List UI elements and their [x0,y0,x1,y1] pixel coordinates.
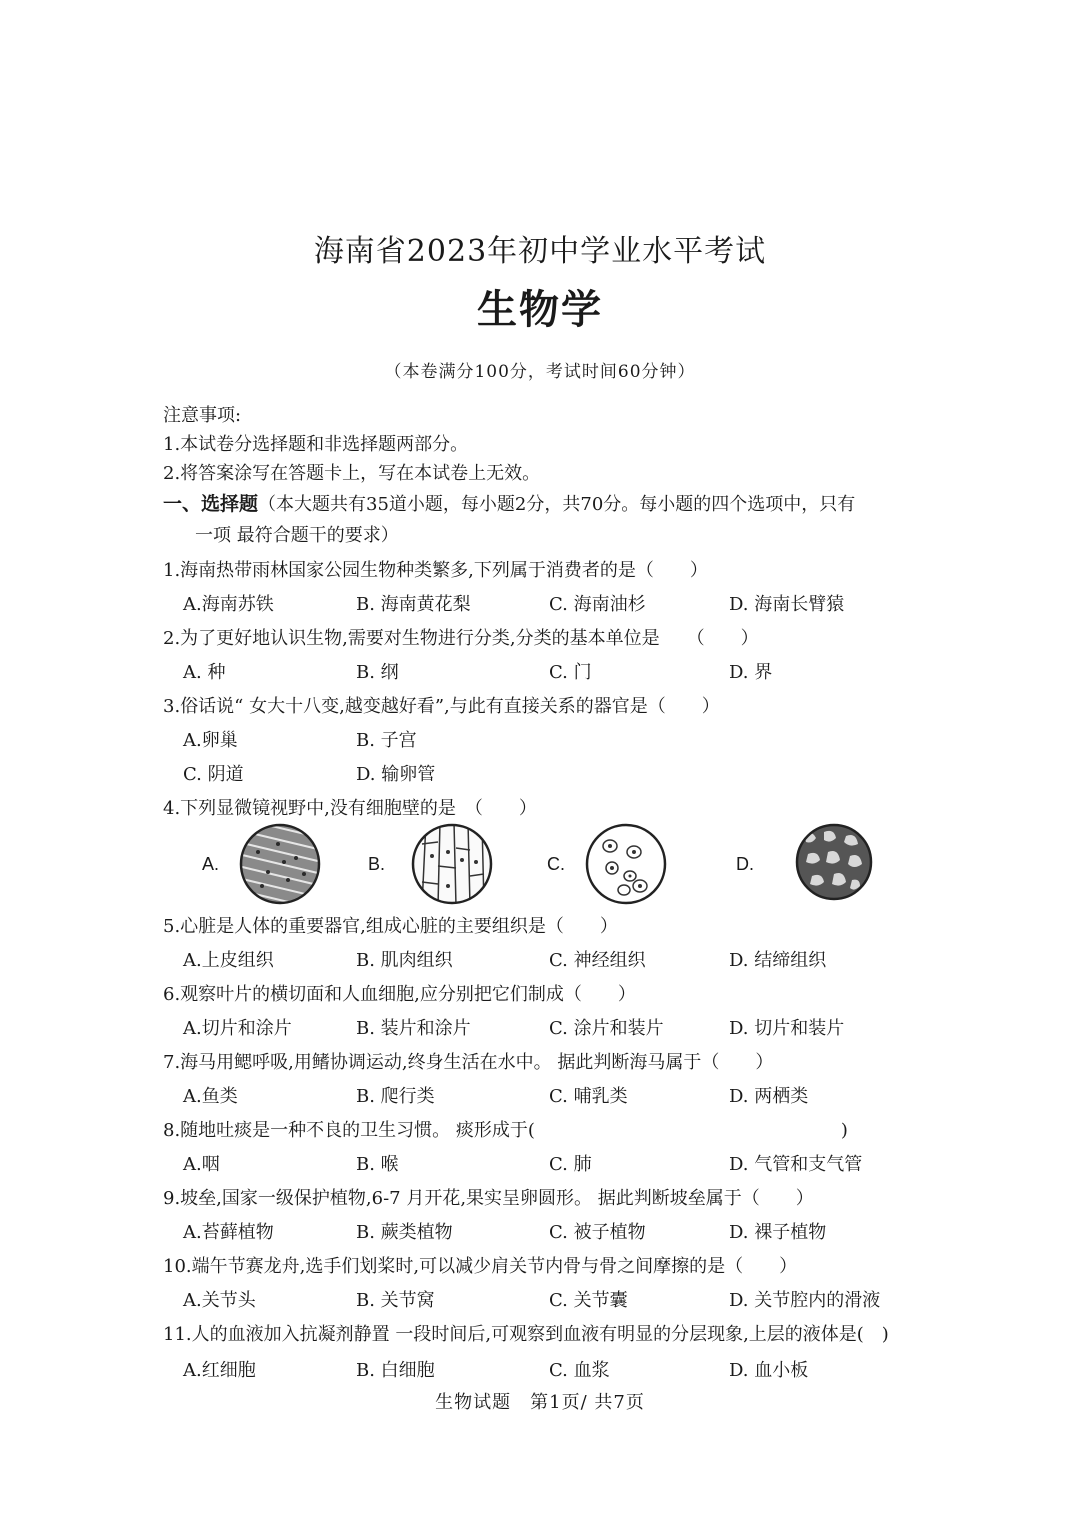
option-c: C. 阴道 [183,764,244,785]
option-c: C. 涂片和装片 [549,1018,664,1039]
microscope-view-c-blood-cells-icon [584,822,668,906]
option-d: D. 界 [729,662,773,683]
option-b: B. 装片和涂片 [356,1018,471,1039]
option-b: B. 喉 [356,1154,399,1175]
option-d: D. 血小板 [729,1360,809,1381]
option-c: C. 神经组织 [549,950,646,971]
question-8: 8.随地吐痰是一种不良的卫生习惯。 痰形成于( ) [163,1120,848,1141]
option-c: C. 关节囊 [549,1290,628,1311]
options-q8 [0,1150,1080,1176]
question-7: 7.海马用鳃呼吸,用鳍协调运动,终身生活在水中。 据此判断海马属于（ ） [163,1052,774,1073]
option-a-label: A. [202,854,220,874]
option-a: A.苔藓植物 [183,1222,274,1243]
option-a: A. 种 [183,662,226,683]
option-b: B. 子宫 [356,730,417,751]
option-d: D. 气管和支气管 [729,1154,863,1175]
option-c: C. 哺乳类 [549,1086,628,1107]
question-1: 1.海南热带雨林国家公园生物种类繁多,下列属于消费者的是（ ） [163,560,708,581]
notice-item-1: 1.本试卷分选择题和非选择题两部分。 [163,434,469,455]
question-5: 5.心脏是人体的重要器官,组成心脏的主要组织是（ ） [163,916,618,937]
question-3: 3.俗话说“ 女大十八变,越变越好看”,与此有直接关系的器官是（ ） [163,696,720,717]
option-c: C. 门 [549,662,592,683]
question-11: 11.人的血液加入抗凝剂静置 一段时间后,可观察到血液有明显的分层现象,上层的液体是( ) [163,1324,889,1345]
option-b-label: B. [368,854,386,874]
option-d: D. 裸子植物 [729,1222,827,1243]
option-d: D. 两栖类 [729,1086,809,1107]
question-10: 10.端午节赛龙舟,选手们划桨时,可以减少肩关节内骨与骨之间摩擦的是（ ） [163,1256,798,1277]
option-a: A.切片和涂片 [183,1018,292,1039]
microscope-view-d-leaf-epidermis-icon [794,822,874,902]
option-b: B. 肌肉组织 [356,950,453,971]
option-d: D. 输卵管 [356,764,436,785]
option-b: B. 海南黄花梨 [356,594,471,615]
option-b: B. 蕨类植物 [356,1222,453,1243]
option-a: A.关节头 [183,1290,256,1311]
option-b: B. 爬行类 [356,1086,435,1107]
option-d: D. 关节腔内的滑液 [729,1290,881,1311]
notice-heading: 注意事项: [163,405,242,426]
options-q7 [0,1082,1080,1108]
option-d: D. 切片和装片 [729,1018,845,1039]
option-a: A.海南苏铁 [183,594,274,615]
subject-title: 生物学 [477,286,603,333]
page-footer: 生物试题 第1页/ 共7页 [435,1392,645,1413]
score-time-note: （本卷满分100分，考试时间60分钟） [384,362,696,382]
option-c: C. 海南油杉 [549,594,646,615]
option-c: C. 肺 [549,1154,592,1175]
section-title: 一、选择题 [163,493,259,515]
options-q1 [0,590,1080,616]
options-q11 [0,1356,1080,1382]
option-c: C. 被子植物 [549,1222,646,1243]
question-4: 4.下列显微镜视野中,没有细胞壁的是 （ ） [163,798,537,819]
option-b: B. 关节窝 [356,1290,435,1311]
option-d-label: D. [736,854,754,874]
option-d: D. 结缔组织 [729,950,827,971]
options-q3-row2 [0,760,1080,786]
options-q6 [0,1014,1080,1040]
microscope-view-b-onion-cells-icon [410,822,494,906]
option-b: B. 纲 [356,662,399,683]
option-a: A.红细胞 [183,1360,256,1381]
options-q9 [0,1218,1080,1244]
option-a: A.鱼类 [183,1086,238,1107]
notice-item-2: 2.将答案涂写在答题卡上，写在本试卷上无效。 [163,463,541,484]
options-q3-row1 [0,726,1080,752]
microscope-view-a-cheek-cells-icon [238,822,322,906]
question-2: 2.为了更好地认识生物,需要对生物进行分类,分类的基本单位是 （ ） [163,628,759,649]
section-desc-line2: 一项 最符合题干的要求） [195,525,399,546]
option-d: D. 海南长臂猿 [729,594,845,615]
question-6: 6.观察叶片的横切面和人血细胞,应分别把它们制成（ ） [163,984,636,1005]
option-a: A.卵巢 [183,730,238,751]
microscope-options [0,822,1080,908]
question-9: 9.坡垒,国家一级保护植物,6-7 月开花,果实呈卵圆形。 据此判断坡垒属于（ ） [163,1188,814,1209]
option-a: A.咽 [183,1154,220,1175]
options-q10 [0,1286,1080,1312]
section-desc-line1: （本大题共有35道小题，每小题2分，共70分。每小题的四个选项中，只有 [258,494,856,515]
option-c: C. 血浆 [549,1360,610,1381]
exam-title: 海南省2023年初中学业水平考试 [313,234,767,269]
options-q5 [0,946,1080,972]
option-a: A.上皮组织 [183,950,274,971]
options-q2 [0,658,1080,684]
option-c-label: C. [547,854,565,874]
section-header [163,489,855,516]
option-b: B. 白细胞 [356,1360,435,1381]
